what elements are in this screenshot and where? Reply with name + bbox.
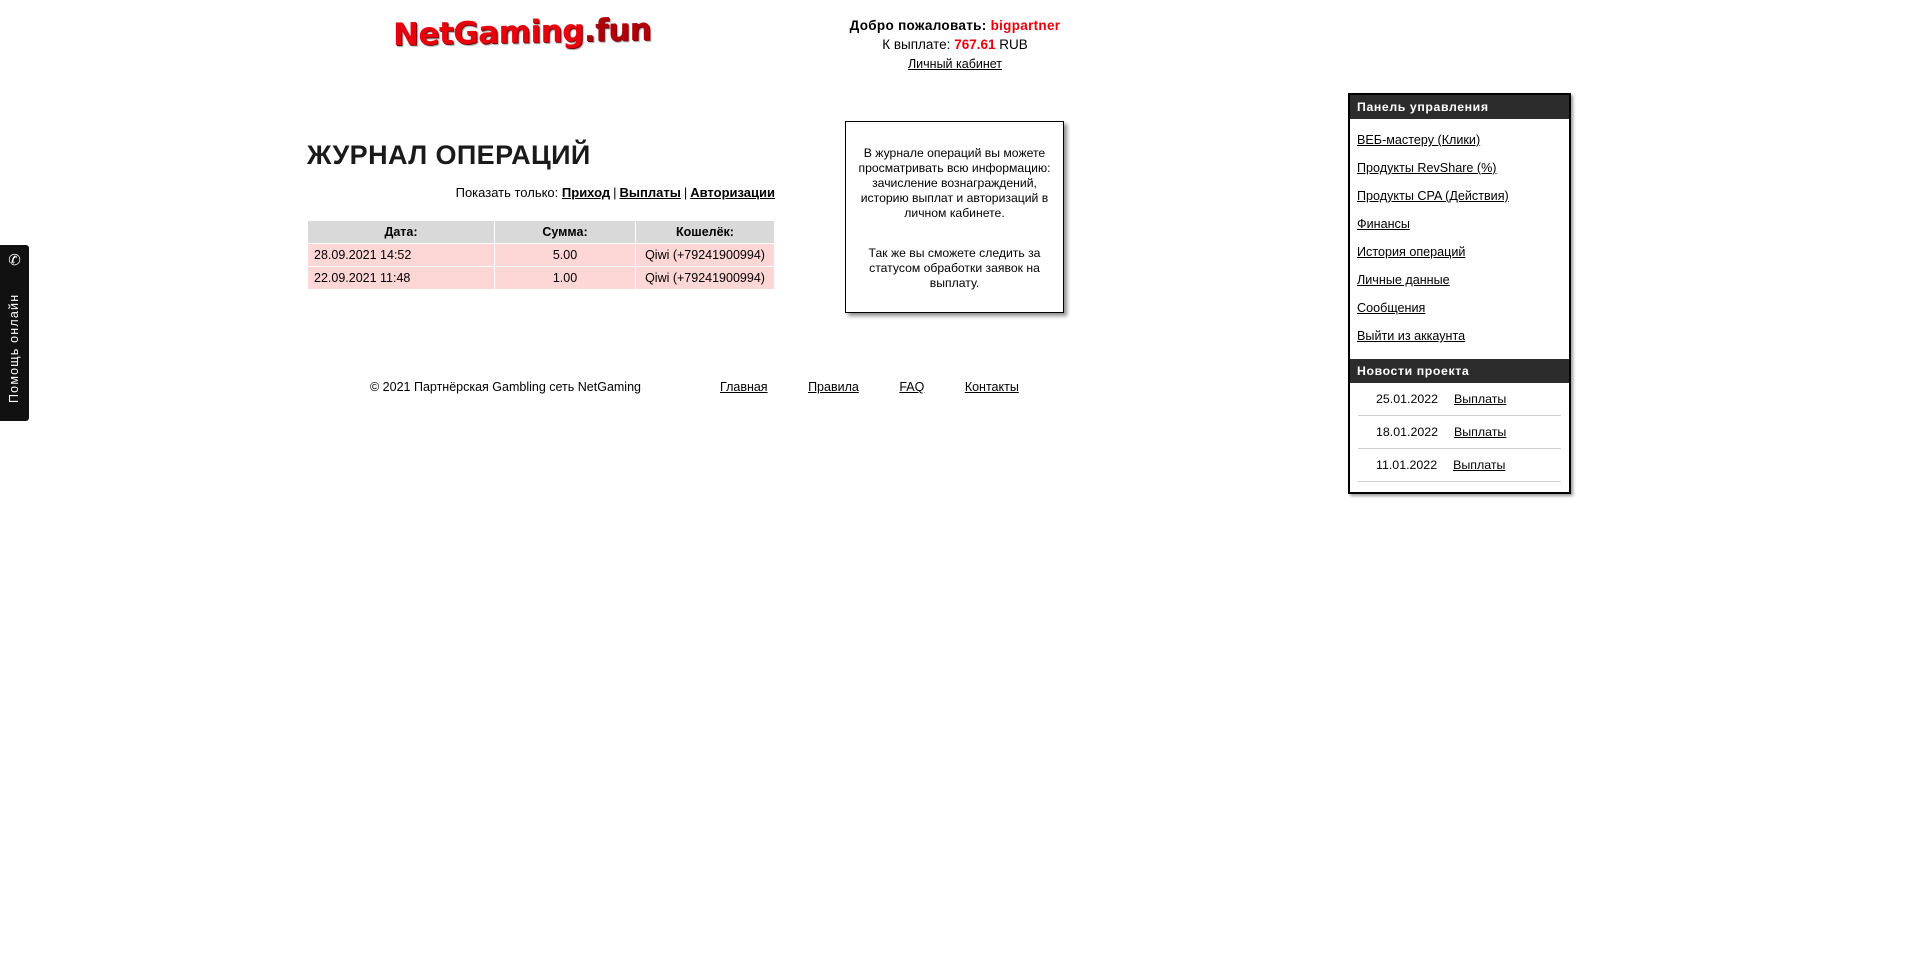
filter-separator-2: | [683, 185, 688, 200]
cell-wallet: Qiwi (+79241900994) [636, 244, 775, 267]
news-list-spacer [1350, 482, 1569, 492]
sidebar-item-personal-data[interactable]: Личные данные [1357, 273, 1450, 287]
sidebar-item-revshare[interactable]: Продукты RevShare (%) [1357, 161, 1497, 175]
cell-wallet: Qiwi (+79241900994) [636, 267, 775, 290]
footer-link-contacts[interactable]: Контакты [964, 380, 1019, 394]
filter-payouts-link[interactable]: Выплаты [619, 185, 681, 200]
news-date: 25.01.2022 [1376, 392, 1439, 406]
list-item[interactable] [1358, 383, 1561, 416]
footer-link-faq[interactable]: FAQ [899, 380, 925, 394]
help-online-tab[interactable] [0, 245, 29, 421]
payout-line [790, 37, 1120, 52]
sidebar-item-messages[interactable]: Сообщения [1357, 301, 1426, 315]
news-list [1350, 383, 1569, 492]
news-panel-header: Новости проекта [1350, 359, 1569, 383]
cabinet-link-wrap [790, 56, 1120, 71]
info-paragraph-2: Так же вы сможете следить за статусом обработки заявок на выплату. [868, 246, 1041, 290]
payout-currency: RUB [999, 37, 1028, 52]
sidebar-item-operations-history[interactable]: История операций [1357, 245, 1466, 259]
site-logo[interactable] [393, 11, 693, 67]
filter-row [307, 185, 775, 200]
column-header-sum: Сумма: [495, 221, 636, 244]
cell-date: 28.09.2021 14:52 [308, 244, 495, 267]
news-link[interactable]: Выплаты [1454, 392, 1507, 406]
account-summary [790, 18, 1120, 71]
news-date: 11.01.2022 [1376, 458, 1438, 472]
footer-link-rules[interactable]: Правила [808, 380, 859, 394]
control-panel-header: Панель управления [1350, 95, 1569, 119]
payout-label: К выплате: [882, 37, 951, 52]
sidebar-item-cpa[interactable]: Продукты CPA (Действия) [1357, 189, 1509, 203]
right-sidebar [1348, 93, 1571, 494]
info-box [845, 121, 1064, 313]
table-header-row [308, 221, 775, 244]
news-date: 18.01.2022 [1376, 425, 1439, 439]
control-panel-menu [1350, 119, 1569, 359]
sidebar-item-webmaster-clicks[interactable]: ВЕБ-мастеру (Клики) [1357, 133, 1481, 147]
news-link[interactable]: Выплаты [1453, 458, 1506, 472]
filter-separator-1: | [613, 185, 617, 200]
welcome-label: Добро пожаловать: [849, 18, 987, 33]
copyright: © 2021 Партнёрская Gambling сеть NetGaming [370, 380, 641, 394]
cell-date: 22.09.2021 11:48 [308, 267, 495, 290]
info-paragraph-1: В журнале операций вы можете просматривать всю информацию: зачисление вознаграждений, историю выплат и авторизаций в личном кабинете. [858, 146, 1051, 220]
page-title: ЖУРНАЛ ОПЕРАЦИЙ [307, 140, 591, 171]
list-item[interactable] [1358, 416, 1561, 449]
sidebar-item-logout[interactable]: Выйти из аккаунта [1357, 329, 1466, 343]
cell-sum: 5.00 [495, 244, 636, 267]
column-header-wallet: Кошелёк: [636, 221, 775, 244]
column-header-date: Дата: [308, 221, 495, 244]
filter-authorizations-link[interactable]: Авторизации [690, 185, 775, 200]
headset-icon: ✆ [8, 252, 21, 269]
footer-links [720, 380, 1056, 394]
help-online-label: Помощь онлайн [7, 293, 21, 403]
news-link[interactable]: Выплаты [1454, 425, 1507, 439]
footer-link-home[interactable]: Главная [720, 380, 768, 394]
table-row [308, 244, 775, 267]
logo-text-secondary: .fun [583, 11, 652, 50]
table-row [308, 267, 775, 290]
filter-income-link[interactable]: Приход [561, 185, 611, 200]
filter-label: Показать только: [455, 185, 559, 200]
cell-sum: 1.00 [495, 267, 636, 290]
welcome-line [790, 18, 1120, 33]
personal-cabinet-link[interactable]: Личный кабинет [907, 57, 1003, 71]
list-item[interactable] [1358, 449, 1561, 482]
payout-amount: 767.61 [954, 37, 996, 52]
operations-table [307, 220, 775, 290]
sidebar-item-finance[interactable]: Финансы [1357, 217, 1410, 231]
logo-text-primary: NetGaming [393, 13, 584, 54]
username: bigpartner [990, 18, 1061, 33]
